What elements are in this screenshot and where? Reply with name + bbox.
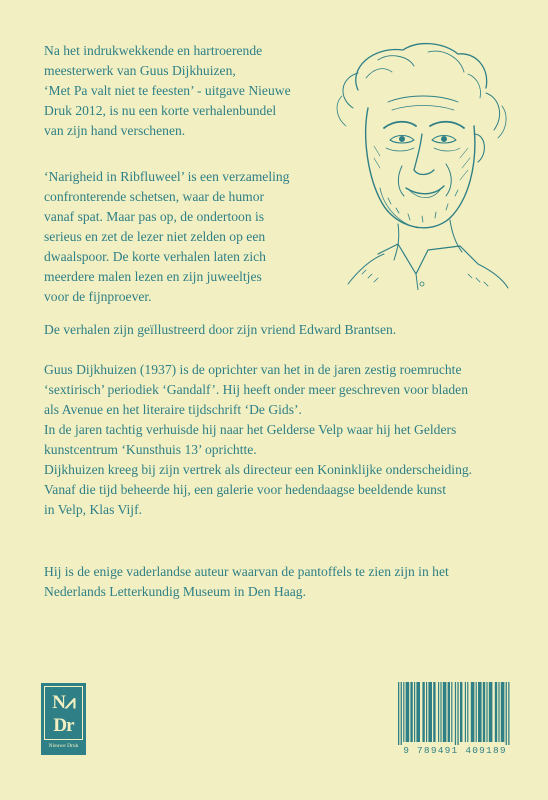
intro-line: van zijn hand verschenen. <box>44 123 186 138</box>
barcode-bar <box>506 682 507 748</box>
biography-paragraph <box>44 360 472 520</box>
barcode-bar <box>398 682 399 748</box>
author-portrait-sketch <box>318 38 514 290</box>
barcode-bar <box>448 682 450 742</box>
biography-line: ‘sextirisch’ periodiek ‘Gandalf’. Hij heeft onder meer geschreven voor bladen <box>44 382 468 397</box>
barcode-bar <box>443 682 447 742</box>
description-line: meerdere malen lezen en zijn juweeltjes <box>44 269 262 284</box>
barcode-digits: 9 789491 409189 <box>394 745 516 756</box>
biography-line: Dijkhuizen kreeg bij zijn vertrek als directeur een Koninklijke onderscheiding. <box>44 462 473 477</box>
publisher-logo-frame <box>44 686 83 740</box>
biography-line: Guus Dijkhuizen (1937) is de oprichter van het in de jaren zestig roemruchte <box>44 362 462 377</box>
barcode-bar <box>410 682 412 742</box>
intro-line: Na het indrukwekkende en hartroerende <box>44 43 263 58</box>
barcode-bar <box>406 682 410 742</box>
intro-line: Druk 2012, is nu een korte verhalenbundel <box>44 103 277 118</box>
barcode-bar <box>478 682 482 742</box>
biography-line: In de jaren tachtig verhuisde hij naar het Gelderse Velp waar hij het Gelders <box>44 422 457 437</box>
barcode-bar <box>451 682 452 742</box>
barcode-bar <box>483 682 485 742</box>
biography-line: in Velp, Klas Vijf. <box>44 502 142 517</box>
intro-line: ‘Met Pa valt niet te feesten’ - uitgave Nieuwe <box>44 83 291 98</box>
barcode-bar <box>403 682 404 742</box>
illustration-note: De verhalen zijn geïllustreerd door zijn vriend Edward Brantsen. <box>44 322 397 337</box>
description-line: vanaf spat. Maar pas op, de ondertoon is <box>44 209 265 224</box>
intro-line: meesterwerk van Guus Dijkhuizen, <box>44 63 236 78</box>
intro-paragraph <box>44 41 291 141</box>
barcode-bar <box>457 682 458 748</box>
description-line: serieus en zet de lezer niet zelden op een <box>44 229 266 244</box>
barcode-bar <box>489 682 493 742</box>
publisher-logo <box>41 683 86 755</box>
barcode-bar <box>460 682 462 742</box>
description-paragraph <box>44 167 289 307</box>
closing-line: Nederlands Letterkundig Museum in Den Haag. <box>44 584 306 599</box>
barcode-bar <box>455 682 456 748</box>
barcode-bar <box>414 682 415 742</box>
publisher-logo-line-2: Dr <box>53 715 74 736</box>
barcode-bar <box>416 682 420 742</box>
barcode-bar <box>498 682 499 742</box>
description-line: dwaalspoor. De korte verhalen laten zich <box>44 249 266 264</box>
barcode-bar <box>465 682 466 742</box>
barcode-bar <box>433 682 435 742</box>
closing-paragraph <box>44 562 449 602</box>
barcode-bar <box>471 682 475 742</box>
publisher-logo-caption: Nieuwe Druk <box>48 743 79 749</box>
publisher-logo-line-1: N⩘ <box>52 692 75 713</box>
biography-line: kunstcentrum ‘Kunsthuis 13’ oprichtte. <box>44 442 257 457</box>
description-line: confronterende schetsen, waar de humor <box>44 189 265 204</box>
barcode-bar <box>467 682 468 742</box>
barcode-bar <box>401 682 402 748</box>
biography-line: Vanaf die tijd beheerde hij, een galerie voor hedendaagse beeldende kunst <box>44 482 446 497</box>
biography-line: als Avenue en het literaire tijdschrift ‘De Gids’. <box>44 402 302 417</box>
barcode-bar <box>501 682 505 742</box>
barcode-bar <box>422 682 424 742</box>
closing-line: Hij is de enige vaderlandse auteur waarvan de pantoffels te zien zijn in het <box>44 564 449 579</box>
barcode-bar <box>426 682 427 742</box>
barcode-bar <box>495 682 497 742</box>
barcode-bar <box>440 682 441 742</box>
description-line: voor de fijnproever. <box>44 289 152 304</box>
barcode-bar <box>508 682 509 748</box>
isbn-barcode <box>394 680 516 759</box>
description-line: ‘Narigheid in Ribfluweel’ is een verzameling <box>44 169 290 184</box>
barcode-bar <box>438 682 439 742</box>
barcode-bar <box>428 682 432 742</box>
barcode-bar <box>476 682 477 742</box>
barcode-bar <box>486 682 487 742</box>
